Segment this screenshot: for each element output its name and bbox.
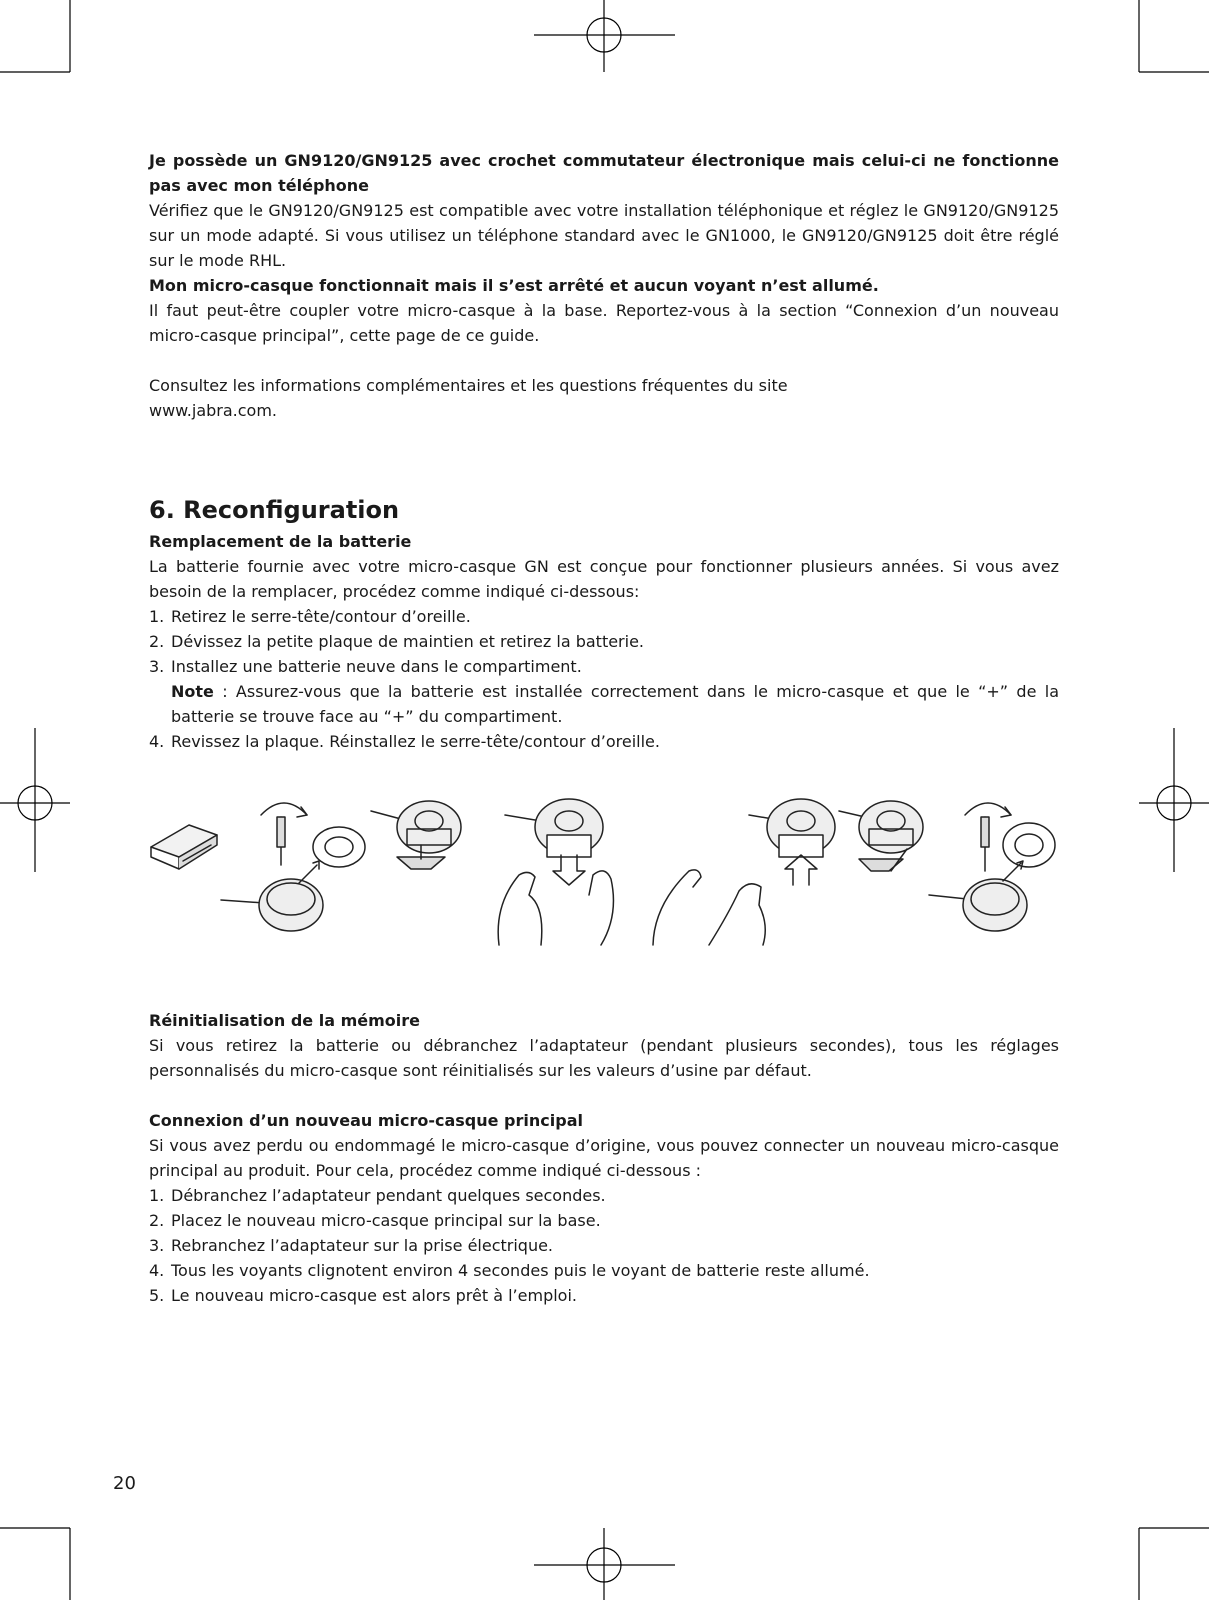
step-6-drawing xyxy=(929,803,1055,931)
battery-replacement-illustration xyxy=(149,795,1059,955)
step-4-drawing xyxy=(653,799,835,945)
battery-steps xyxy=(149,604,1059,754)
reset-text: Si vous retirez la batterie ou débranchez l’adaptateur (pendant plusieurs secondes), tous les réglages personnalisés du micro-casque sont réinitialisés sur les valeurs d’usine par défaut. xyxy=(149,1036,1059,1080)
step-2-drawing xyxy=(371,801,461,869)
list-item: 4. Revissez la plaque. Réinstallez le serre-tête/contour d’oreille. xyxy=(149,732,660,751)
battery-intro: La batterie fournie avec votre micro-casque GN est conçue pour fonctionner plusieurs années. Si vous avez besoin de la remplacer, procédez comme indiqué ci-dessous: xyxy=(149,557,1059,601)
faq-question-1: Je possède un GN9120/GN9125 avec crochet commutateur électronique mais celui-ci ne fonctionne pas avec mon téléphone xyxy=(149,151,1059,195)
battery-heading: Remplacement de la batterie xyxy=(149,532,412,551)
list-item: 5. Le nouveau micro-casque est alors prêt à l’emploi. xyxy=(149,1286,577,1305)
faq-question-2: Mon micro-casque fonctionnait mais il s’est arrêté et aucun voyant n’est allumé. xyxy=(149,276,879,295)
website-link[interactable]: www.jabra.com. xyxy=(149,401,278,420)
list-item: 2. Dévissez la petite plaque de maintien et retirez la batterie. xyxy=(149,632,645,651)
page-content-lower xyxy=(149,1008,1059,1308)
list-item: 4. Tous les voyants clignotent environ 4 secondes puis le voyant de batterie reste allumé. xyxy=(149,1261,870,1280)
reset-heading: Réinitialisation de la mémoire xyxy=(149,1011,420,1030)
new-headset-intro: Si vous avez perdu ou endommagé le micro-casque d’origine, vous pouvez connecter un nouveau micro-casque principal au produit. Pour cela, procédez comme indiqué ci-dessous : xyxy=(149,1136,1059,1180)
step-1-drawing xyxy=(221,803,365,931)
more-info-text: Consultez les informations complémentaires et les questions fréquentes du site xyxy=(149,376,788,395)
new-headset-steps xyxy=(149,1183,1059,1308)
faq-answer-2: Il faut peut-être coupler votre micro-casque à la base. Reportez-vous à la section “Connexion d’un nouveau micro-casque principal”, cette page de ce guide. xyxy=(149,301,1059,345)
note-item xyxy=(149,679,1059,729)
list-item: 1. Retirez le serre-tête/contour d’oreille. xyxy=(149,607,471,626)
list-item: 1. Débranchez l’adaptateur pendant quelques secondes. xyxy=(149,1186,606,1205)
new-headset-heading: Connexion d’un nouveau micro-casque principal xyxy=(149,1111,583,1130)
list-item: 2. Placez le nouveau micro-casque principal sur la base. xyxy=(149,1211,601,1230)
battery-icon xyxy=(151,825,217,869)
list-item: 3. Installez une batterie neuve dans le compartiment. xyxy=(149,657,582,676)
step-5-drawing xyxy=(839,801,923,871)
note-label: Note xyxy=(171,682,214,701)
list-item: 3. Rebranchez l’adaptateur sur la prise électrique. xyxy=(149,1236,554,1255)
page-number: 20 xyxy=(113,1473,136,1494)
faq-answer-1: Vérifiez que le GN9120/GN9125 est compatible avec votre installation téléphonique et réglez le GN9120/GN9125 sur un mode adapté. Si vous utilisez un téléphone standard avec le GN1000, le GN9120/GN9125 doit être réglé sur le mode RHL. xyxy=(149,201,1059,270)
section-title: 6. Reconfiguration xyxy=(149,496,400,524)
note-text: : Assurez-vous que la batterie est installée correctement dans le micro-casque et que le “+” de la batterie se trouve face au “+” du compartiment. xyxy=(171,682,1059,726)
page-content xyxy=(149,148,1059,754)
step-3-drawing xyxy=(498,799,613,945)
